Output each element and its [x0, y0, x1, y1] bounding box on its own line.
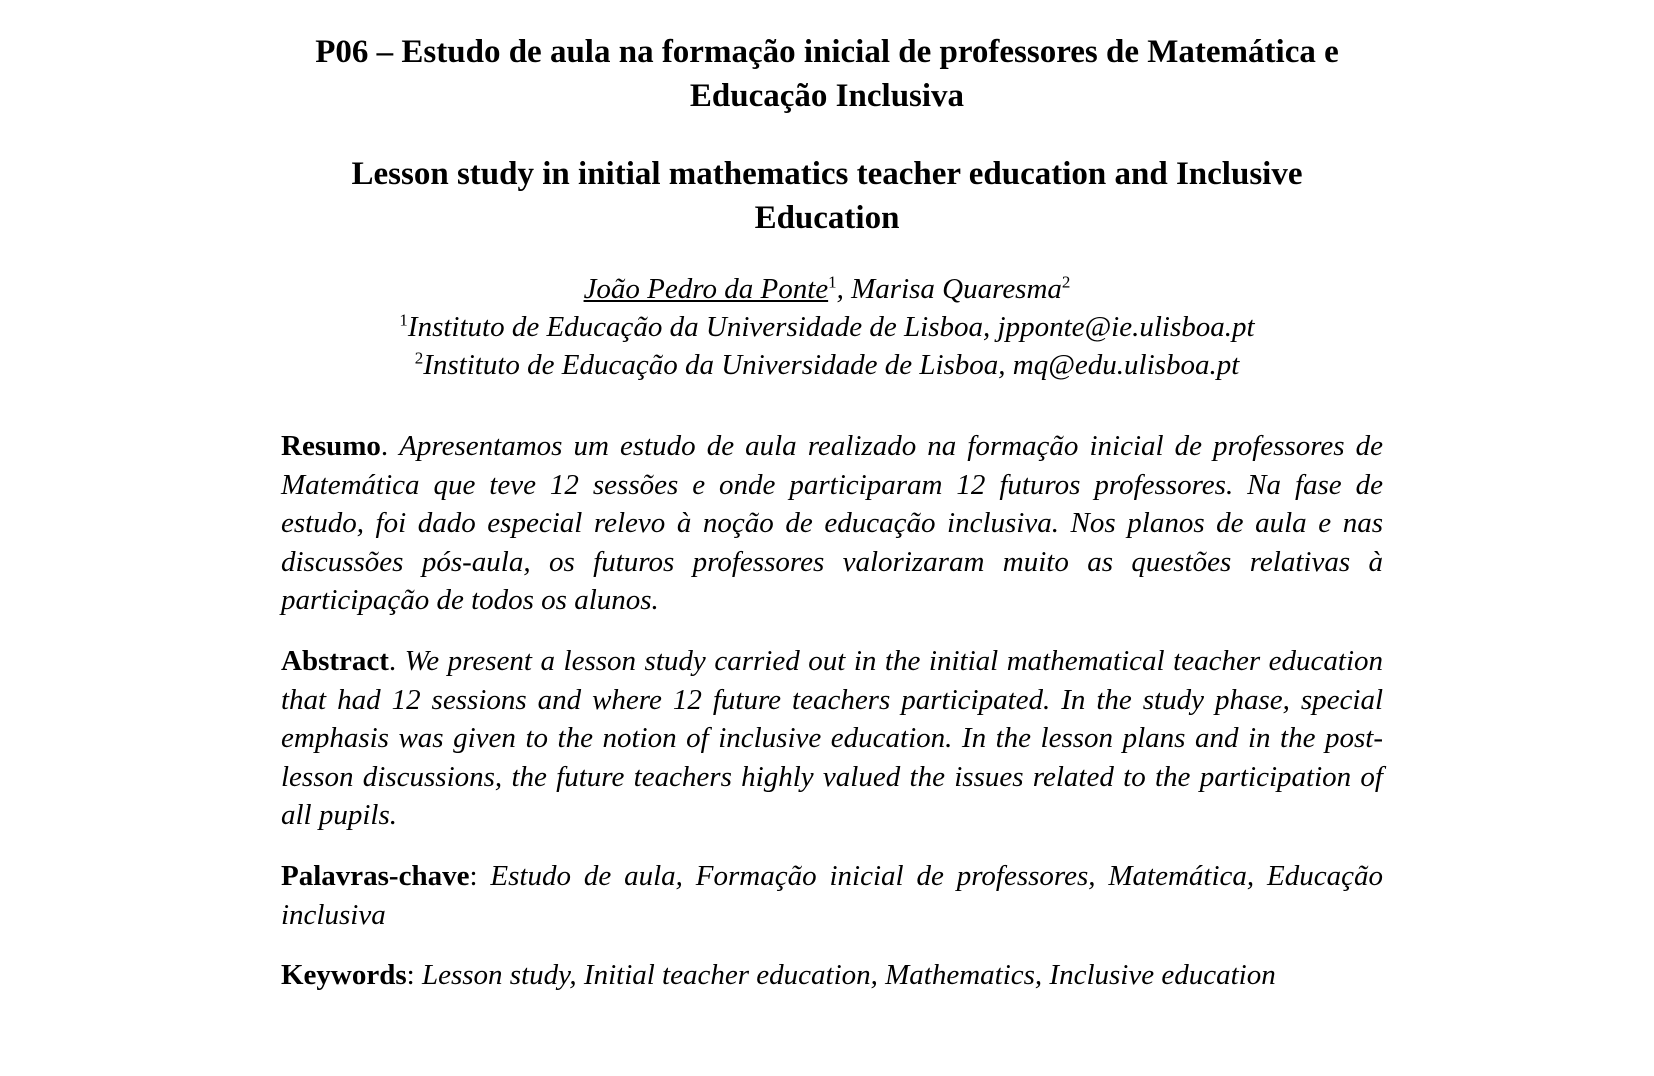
keywords-punct: :	[406, 959, 422, 991]
resumo-paragraph	[281, 427, 1383, 620]
abstract-label: Abstract	[281, 645, 389, 677]
affiliation-1-text: Instituto de Educação da Universidade de Lisboa, jpponte@ie.ulisboa.pt	[407, 311, 1255, 343]
title-portuguese-line-1: P06 – Estudo de aula na formação inicial de professores de Matemática e	[315, 34, 1339, 70]
affiliation-2-text: Instituto de Educação da Universidade de Lisboa, mq@edu.ulisboa.pt	[423, 349, 1240, 381]
title-portuguese	[200, 30, 1454, 118]
author-name-presenter: João Pedro da Ponte	[583, 273, 829, 305]
affiliation-2	[200, 346, 1454, 384]
affiliation-1	[200, 308, 1454, 346]
keywords-paragraph	[281, 956, 1383, 995]
affiliation-1-superscript: 1	[399, 310, 408, 330]
abstract-punct: .	[388, 645, 405, 677]
resumo-text: Apresentamos um estudo de aula realizado na formação inicial de professores de Matemática que teve 12 sessões e onde participaram 12 futuros professores. Na fase de estudo, foi dado especial relevo à noção de educação inclusiva. Nos planos de aula e nas discussões pós-aula, os futuros professores valorizaram muito as questões relativas à participação de todos os alunos.	[281, 430, 1383, 616]
keywords-text: Lesson study, Initial teacher education, Mathematics, Inclusive education	[421, 959, 1276, 991]
title-english-line-2: Education	[754, 200, 900, 236]
author-names	[200, 270, 1454, 308]
author-1-superscript: 1	[828, 272, 837, 292]
keywords-label: Keywords	[281, 959, 407, 991]
affiliation-2-superscript: 2	[414, 348, 424, 368]
title-english	[200, 152, 1454, 240]
palavras-chave-text: Estudo de aula, Formação inicial de professores, Matemática, Educação inclusiva	[281, 860, 1383, 931]
palavras-chave-paragraph	[281, 857, 1383, 934]
author-separator: ,	[836, 273, 852, 305]
author-2-superscript: 2	[1061, 272, 1071, 292]
resumo-label: Resumo	[281, 430, 381, 462]
abstract-paragraph	[281, 642, 1383, 835]
palavras-chave-label: Palavras-chave	[281, 860, 470, 892]
abstract-text: We present a lesson study carried out in the initial mathematical teacher education that had 12 sessions and where 12 future teachers participated. In the study phase, special emphasis was given to the notion of inclusive education. In the lesson plans and in the post-lesson discussions, the future teachers highly valued the issues related to the participation of all pupils.	[281, 645, 1384, 831]
title-portuguese-line-2: Educação Inclusiva	[689, 78, 965, 114]
palavras-chave-punct: :	[469, 860, 491, 892]
author-name-second: Marisa Quaresma	[851, 273, 1062, 305]
resumo-punct: .	[380, 430, 400, 462]
author-block	[200, 270, 1454, 384]
title-english-line-1: Lesson study in initial mathematics teacher education and Inclusive	[351, 156, 1303, 192]
